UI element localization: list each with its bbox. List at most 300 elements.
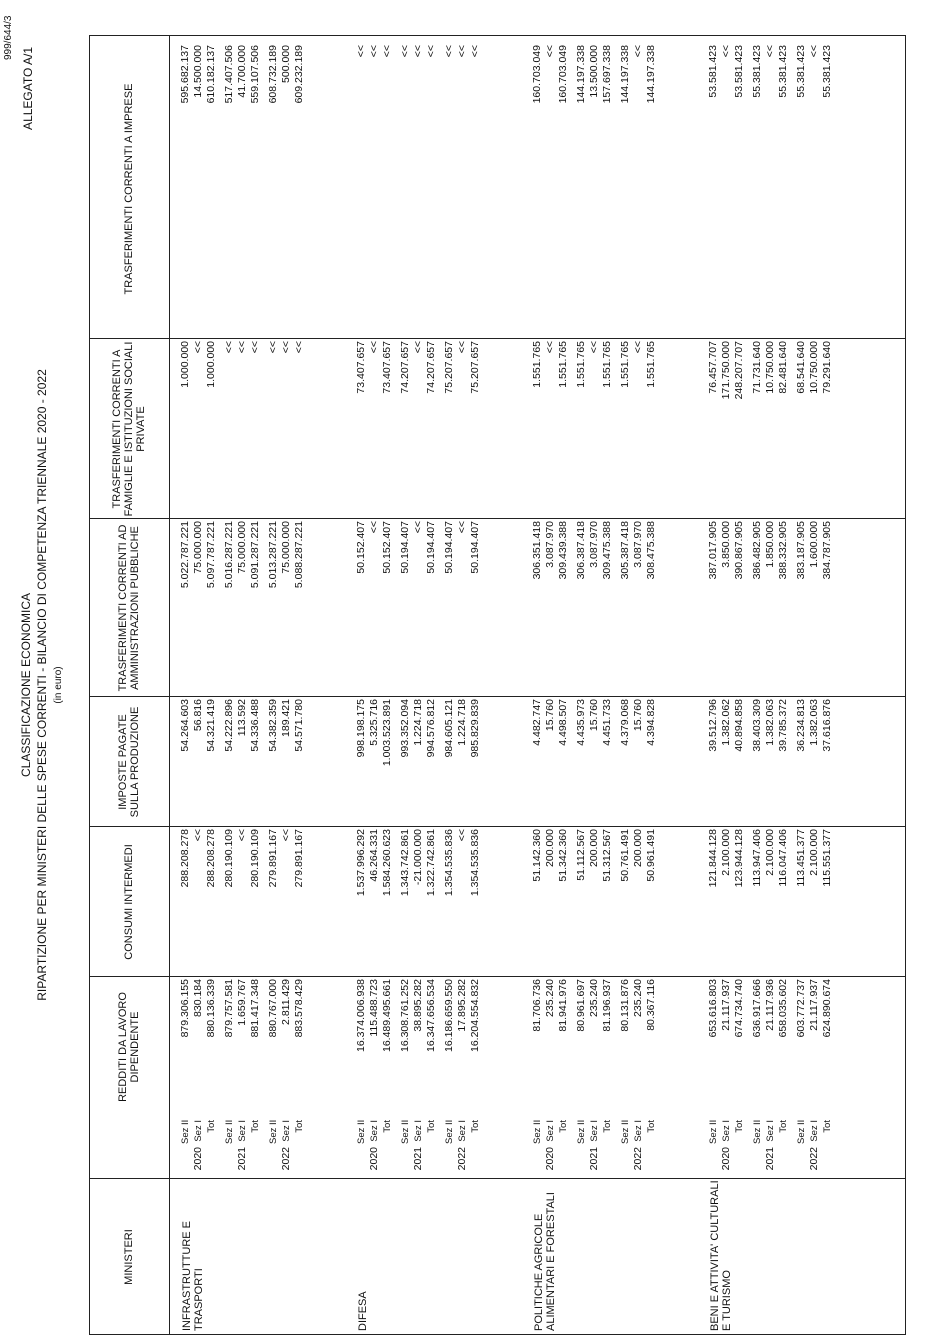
trasf-imprese-cell: << xyxy=(368,45,380,58)
redditi-cell: 38.895.282 xyxy=(412,979,424,1032)
consumi-cell: << xyxy=(236,829,248,842)
trasf-imprese-cell: 160.703.049 xyxy=(557,45,569,104)
trasf-imprese-cell: 559.107.506 xyxy=(249,45,261,104)
trasf-ap-cell: 75.000.000 xyxy=(192,521,204,574)
trasf-imprese-cell: 595.682.137 xyxy=(179,45,191,104)
trasf-imprese-cell: 55.381.423 xyxy=(777,45,789,98)
consumi-cell: 1.354.535.836 xyxy=(443,829,455,897)
table-row xyxy=(355,35,368,1335)
trasf-ap-cell: 309.439.388 xyxy=(557,521,569,580)
consumi-cell: << xyxy=(192,829,204,842)
table-row xyxy=(381,35,394,1335)
consumi-cell: 50.761.491 xyxy=(619,829,631,882)
trasf-famiglie-cell: << xyxy=(280,341,292,354)
imposte-cell: 984.605.121 xyxy=(443,699,455,758)
redditi-cell: 16.204.554.832 xyxy=(469,979,481,1052)
trasf-ap-cell: 75.000.000 xyxy=(236,521,248,574)
trasf-ap-cell: 3.087.970 xyxy=(544,521,556,568)
trasf-imprese-cell: 55.381.423 xyxy=(821,45,833,98)
trasf-ap-cell: 1.600.000 xyxy=(808,521,820,568)
imposte-cell: 39.512.796 xyxy=(707,699,719,752)
redditi-cell: 880.136.339 xyxy=(205,979,217,1038)
year-cell: 2022 xyxy=(808,1147,820,1171)
consumi-cell: 121.844.128 xyxy=(707,829,719,888)
table-row xyxy=(544,35,557,1335)
trasf-famiglie-cell: << xyxy=(249,341,261,354)
imposte-cell: 54.382.359 xyxy=(267,699,279,752)
trasf-imprese-cell: << xyxy=(720,45,732,58)
table-row xyxy=(280,35,293,1335)
column-divider xyxy=(89,338,906,339)
table-row xyxy=(645,35,658,1335)
report-sheet xyxy=(13,35,913,1335)
trasf-imprese-cell: << xyxy=(632,45,644,58)
trasf-imprese-cell: 55.381.423 xyxy=(751,45,763,98)
redditi-cell: 235.240 xyxy=(588,979,600,1017)
trasf-famiglie-cell: 1.551.765 xyxy=(531,341,543,388)
ministero-name: BENI E ATTIVITA' CULTURALI E TURISMO xyxy=(709,1180,733,1331)
table-row xyxy=(808,35,821,1335)
trasf-ap-cell: 50.194.407 xyxy=(469,521,481,574)
imposte-cell: 56.816 xyxy=(192,699,204,732)
consumi-cell: 113.947.406 xyxy=(751,829,763,887)
trasf-famiglie-cell: 71.731.640 xyxy=(751,341,763,394)
redditi-cell: 21.117.936 xyxy=(764,979,776,1031)
col-header-consumi: CONSUMI INTERMEDI xyxy=(123,844,135,960)
redditi-cell: 636.917.666 xyxy=(751,979,763,1038)
trasf-famiglie-cell: << xyxy=(293,341,305,354)
page-code: 999/644/3 xyxy=(3,15,14,60)
imposte-cell: 39.785.372 xyxy=(777,699,789,752)
trasf-ap-cell: 50.194.407 xyxy=(399,521,411,574)
column-divider xyxy=(89,1178,906,1179)
redditi-cell: 603.772.737 xyxy=(795,979,807,1038)
trasf-famiglie-cell: << xyxy=(223,341,235,354)
imposte-cell: 998.198.175 xyxy=(355,699,367,758)
table-row xyxy=(425,35,438,1335)
section-type-cell: Tot xyxy=(294,1120,305,1133)
imposte-cell: 994.576.812 xyxy=(425,699,437,758)
trasf-ap-cell: 388.332.905 xyxy=(777,521,789,580)
section-type-cell: Sez I xyxy=(721,1120,732,1142)
table-row xyxy=(456,35,469,1335)
consumi-cell: 51.142.360 xyxy=(531,829,543,882)
trasf-ap-cell: 5.016.287.221 xyxy=(223,521,235,589)
consumi-cell: 1.354.535.836 xyxy=(469,829,481,897)
consumi-cell: 2.100.000 xyxy=(808,829,820,876)
trasf-famiglie-cell: 1.000.000 xyxy=(205,341,217,388)
col-header-imposte: IMPOSTE PAGATE SULLA PRODUZIONE xyxy=(117,706,141,818)
trasf-imprese-cell: 14.500.000 xyxy=(192,45,204,98)
redditi-cell: 235.240 xyxy=(544,979,556,1017)
year-cell: 2022 xyxy=(632,1147,644,1171)
consumi-cell: 115.551.377 xyxy=(821,829,833,887)
section-type-cell: Tot xyxy=(382,1120,393,1133)
consumi-cell: 50.961.491 xyxy=(645,829,657,882)
trasf-ap-cell: 390.867.905 xyxy=(733,521,745,580)
trasf-imprese-cell: 160.703.049 xyxy=(531,45,543,104)
redditi-cell: 883.578.429 xyxy=(293,979,305,1038)
trasf-ap-cell: << xyxy=(412,521,424,534)
imposte-cell: 54.264.603 xyxy=(179,699,191,752)
trasf-famiglie-cell: 75.207.657 xyxy=(469,341,481,394)
year-cell: 2020 xyxy=(720,1147,732,1171)
trasf-famiglie-cell: 82.481.640 xyxy=(777,341,789,394)
consumi-cell: 200.000 xyxy=(544,829,556,867)
trasf-ap-cell: 305.387.418 xyxy=(619,521,631,580)
consumi-cell: 200.000 xyxy=(588,829,600,867)
title-ripartizione: RIPARTIZIONE PER MINISTERI DELLE SPESE CORRENTI - BILANCIO DI COMPETENZA TRIENNALE 2020 - 2022 xyxy=(35,369,49,1001)
trasf-ap-cell: 309.475.388 xyxy=(601,521,613,580)
section-type-cell: Tot xyxy=(426,1120,437,1133)
table-row xyxy=(293,35,306,1335)
imposte-cell: 36.234.813 xyxy=(795,699,807,752)
table-row xyxy=(764,35,777,1335)
year-cell: 2021 xyxy=(236,1147,248,1171)
trasf-famiglie-cell: 1.551.765 xyxy=(557,341,569,388)
redditi-cell: 674.734.740 xyxy=(733,979,745,1038)
imposte-cell: 37.616.876 xyxy=(821,699,833,752)
imposte-cell: 4.379.068 xyxy=(619,699,631,746)
trasf-imprese-cell: << xyxy=(381,45,393,58)
section-type-cell: Sez I xyxy=(633,1120,644,1142)
imposte-cell: 1.224.718 xyxy=(456,699,468,746)
table-row xyxy=(707,35,720,1335)
consumi-cell: 46.264.331 xyxy=(368,829,380,882)
consumi-cell: 288.208.278 xyxy=(205,829,217,888)
trasf-famiglie-cell: 1.551.765 xyxy=(645,341,657,388)
column-divider xyxy=(89,518,906,519)
col-header-redditi: REDDITI DA LAVORO DIPENDENTE xyxy=(117,992,141,1102)
redditi-cell: 653.616.803 xyxy=(707,979,719,1038)
trasf-imprese-cell: << xyxy=(443,45,455,58)
redditi-cell: 658.035.602 xyxy=(777,979,789,1038)
trasf-famiglie-cell: 1.551.765 xyxy=(575,341,587,388)
trasf-famiglie-cell: 1.000.000 xyxy=(179,341,191,388)
trasf-famiglie-cell: << xyxy=(544,341,556,354)
section-type-cell: Tot xyxy=(602,1120,613,1133)
redditi-cell: 881.417.348 xyxy=(249,979,261,1038)
redditi-cell: 17.895.282 xyxy=(456,979,468,1032)
trasf-ap-cell: 5.091.287.221 xyxy=(249,521,261,589)
redditi-cell: 81.941.976 xyxy=(557,979,569,1032)
trasf-imprese-cell: 13.500.000 xyxy=(588,45,600,98)
section-type-cell: Tot xyxy=(250,1120,261,1133)
trasf-famiglie-cell: << xyxy=(412,341,424,354)
trasf-imprese-cell: 608.732.189 xyxy=(267,45,279,104)
consumi-cell: 280.190.109 xyxy=(249,829,261,888)
col-header-trasf-imprese: TRASFERIMENTI CORRENTI A IMPRESE xyxy=(123,83,135,295)
trasf-ap-cell: 50.152.407 xyxy=(355,521,367,574)
table-row xyxy=(588,35,601,1335)
redditi-cell: 80.131.876 xyxy=(619,979,631,1032)
section-type-cell: Sez I xyxy=(545,1120,556,1142)
ministero-name: POLITICHE AGRICOLE ALIMENTARI E FORESTALI xyxy=(533,1192,557,1331)
redditi-cell: 2.811.429 xyxy=(280,979,292,1025)
trasf-ap-cell: 387.017.905 xyxy=(707,521,719,580)
imposte-cell: 113.592 xyxy=(236,699,248,737)
year-cell: 2021 xyxy=(764,1147,776,1171)
consumi-cell: 2.100.000 xyxy=(720,829,732,876)
redditi-cell: 16.186.659.550 xyxy=(443,979,455,1052)
trasf-imprese-cell: 53.581.423 xyxy=(733,45,745,98)
trasf-ap-cell: 1.850.000 xyxy=(764,521,776,568)
consumi-cell: 51.342.360 xyxy=(557,829,569,882)
col-header-ministeri: MINISTERI xyxy=(123,1229,135,1285)
redditi-cell: 16.374.006.938 xyxy=(355,979,367,1052)
trasf-ap-cell: 50.194.407 xyxy=(425,521,437,574)
imposte-cell: 1.382.063 xyxy=(764,699,776,746)
section-type-cell: Tot xyxy=(822,1120,833,1133)
trasf-famiglie-cell: 1.551.765 xyxy=(619,341,631,388)
section-type-cell: Sez I xyxy=(765,1120,776,1142)
redditi-cell: 16.308.761.252 xyxy=(399,979,411,1052)
section-type-cell: Sez II xyxy=(268,1119,279,1144)
redditi-cell: 16.347.656.534 xyxy=(425,979,437,1052)
col-header-trasf-ap: TRASFERIMENTI CORRENTI AD AMMINISTRAZIONI PUBBLICHE xyxy=(117,524,141,692)
table-row xyxy=(720,35,733,1335)
table-border-left xyxy=(89,1334,906,1335)
table-row xyxy=(777,35,790,1335)
trasf-ap-cell: 308.475.388 xyxy=(645,521,657,580)
trasf-famiglie-cell: 10.750.000 xyxy=(808,341,820,394)
table-row xyxy=(751,35,764,1335)
trasf-ap-cell: 3.087.970 xyxy=(632,521,644,568)
section-type-cell: Sez I xyxy=(369,1120,380,1142)
column-divider xyxy=(89,696,906,697)
imposte-cell: 54.571.780 xyxy=(293,699,305,752)
trasf-ap-cell: 306.351.418 xyxy=(531,521,543,580)
trasf-famiglie-cell: 74.207.657 xyxy=(399,341,411,394)
table-border-right xyxy=(89,35,906,36)
imposte-cell: 993.352.094 xyxy=(399,699,411,758)
year-cell: 2022 xyxy=(456,1147,468,1171)
table-row xyxy=(619,35,632,1335)
trasf-famiglie-cell: 76.457.707 xyxy=(707,341,719,394)
trasf-famiglie-cell: 248.207.707 xyxy=(733,341,745,400)
trasf-ap-cell: << xyxy=(456,521,468,534)
table-row xyxy=(795,35,808,1335)
section-type-cell: Tot xyxy=(206,1120,217,1133)
table-row xyxy=(632,35,645,1335)
imposte-cell: 15.760 xyxy=(544,699,556,732)
consumi-cell: 288.208.278 xyxy=(179,829,191,888)
trasf-famiglie-cell: 10.750.000 xyxy=(764,341,776,394)
consumi-cell: 113.451.377 xyxy=(795,829,807,887)
trasf-imprese-cell: 500.000 xyxy=(280,45,292,83)
trasf-imprese-cell: 55.381.423 xyxy=(795,45,807,98)
section-type-cell: Sez II xyxy=(356,1119,367,1144)
redditi-cell: 80.367.116 xyxy=(645,979,657,1031)
consumi-cell: 2.100.000 xyxy=(764,829,776,876)
section-type-cell: Tot xyxy=(470,1120,481,1133)
consumi-cell: -21.000.000 xyxy=(412,829,424,886)
section-type-cell: Sez II xyxy=(180,1119,191,1144)
trasf-imprese-cell: << xyxy=(469,45,481,58)
trasf-ap-cell: 50.152.407 xyxy=(381,521,393,574)
section-type-cell: Sez II xyxy=(444,1119,455,1144)
redditi-cell: 115.488.723 xyxy=(368,979,380,1037)
redditi-cell: 880.767.000 xyxy=(267,979,279,1038)
consumi-cell: 279.891.167 xyxy=(293,829,305,888)
trasf-famiglie-cell: 171.750.000 xyxy=(720,341,732,400)
trasf-ap-cell: 383.187.905 xyxy=(795,521,807,580)
column-divider xyxy=(89,826,906,827)
table-row xyxy=(575,35,588,1335)
consumi-cell: 1.537.996.292 xyxy=(355,829,367,897)
imposte-cell: 54.222.896 xyxy=(223,699,235,752)
redditi-cell: 21.117.937 xyxy=(808,979,820,1031)
imposte-cell: 54.321.419 xyxy=(205,699,217,752)
consumi-cell: 279.891.167 xyxy=(267,829,279,888)
section-type-cell: Sez I xyxy=(413,1120,424,1142)
allegato-label: ALLEGATO A/1 xyxy=(21,47,35,130)
trasf-ap-cell: 3.850.000 xyxy=(720,521,732,568)
trasf-ap-cell: 5.013.287.221 xyxy=(267,521,279,589)
trasf-imprese-cell: << xyxy=(456,45,468,58)
title-classificazione: CLASSIFICAZIONE ECONOMICA xyxy=(19,592,33,778)
table-row xyxy=(469,35,482,1335)
ministero-name: DIFESA xyxy=(357,1291,369,1331)
table-row xyxy=(236,35,249,1335)
section-type-cell: Sez II xyxy=(708,1119,719,1144)
section-type-cell: Tot xyxy=(734,1120,745,1133)
trasf-famiglie-cell: << xyxy=(267,341,279,354)
trasf-famiglie-cell: 1.551.765 xyxy=(601,341,613,388)
section-type-cell: Sez I xyxy=(589,1120,600,1142)
imposte-cell: 189.421 xyxy=(280,699,292,737)
section-type-cell: Sez I xyxy=(281,1120,292,1142)
consumi-cell: 1.343.742.861 xyxy=(399,829,411,897)
consumi-cell: << xyxy=(280,829,292,842)
consumi-cell: 123.944.128 xyxy=(733,829,745,888)
trasf-imprese-cell: << xyxy=(808,45,820,58)
section-type-cell: Tot xyxy=(646,1120,657,1133)
section-type-cell: Sez II xyxy=(620,1119,631,1144)
trasf-famiglie-cell: 75.207.657 xyxy=(443,341,455,394)
year-cell: 2021 xyxy=(588,1147,600,1171)
trasf-famiglie-cell: 74.207.657 xyxy=(425,341,437,394)
table-row xyxy=(179,35,192,1335)
section-type-cell: Sez II xyxy=(532,1119,543,1144)
imposte-cell: 4.498.507 xyxy=(557,699,569,746)
trasf-ap-cell: 5.088.287.221 xyxy=(293,521,305,589)
column-divider xyxy=(89,976,906,977)
consumi-cell: 116.047.406 xyxy=(777,829,789,887)
section-type-cell: Sez I xyxy=(237,1120,248,1142)
section-type-cell: Sez II xyxy=(796,1119,807,1144)
redditi-cell: 1.659.767 xyxy=(236,979,248,1026)
year-cell: 2020 xyxy=(368,1147,380,1171)
trasf-ap-cell: 306.387.418 xyxy=(575,521,587,580)
trasf-ap-cell: 384.787.905 xyxy=(821,521,833,580)
trasf-famiglie-cell: 68.541.640 xyxy=(795,341,807,394)
ministero-name: INFRASTRUTTURE E TRASPORTI xyxy=(181,1221,205,1331)
redditi-cell: 21.117.937 xyxy=(720,979,732,1031)
section-type-cell: Tot xyxy=(778,1120,789,1133)
consumi-cell: 200.000 xyxy=(632,829,644,867)
table-row xyxy=(223,35,236,1335)
trasf-imprese-cell: << xyxy=(544,45,556,58)
trasf-imprese-cell: 157.697.338 xyxy=(601,45,613,104)
imposte-cell: 40.894.858 xyxy=(733,699,745,752)
trasf-ap-cell: 386.482.905 xyxy=(751,521,763,580)
trasf-imprese-cell: 144.197.338 xyxy=(619,45,631,104)
section-type-cell: Sez II xyxy=(400,1119,411,1144)
trasf-ap-cell: 75.000.000 xyxy=(280,521,292,574)
table-row xyxy=(192,35,205,1335)
redditi-cell: 830.184 xyxy=(192,979,204,1017)
year-cell: 2020 xyxy=(544,1147,556,1171)
trasf-famiglie-cell: << xyxy=(368,341,380,354)
year-cell: 2022 xyxy=(280,1147,292,1171)
imposte-cell: 4.394.828 xyxy=(645,699,657,746)
imposte-cell: 15.760 xyxy=(588,699,600,732)
trasf-imprese-cell: 41.700.000 xyxy=(236,45,248,98)
table-row xyxy=(205,35,218,1335)
table-row xyxy=(412,35,425,1335)
trasf-imprese-cell: << xyxy=(399,45,411,58)
redditi-cell: 235.240 xyxy=(632,979,644,1017)
imposte-cell: 985.829.839 xyxy=(469,699,481,758)
year-cell: 2020 xyxy=(192,1147,204,1171)
section-type-cell: Sez I xyxy=(809,1120,820,1142)
section-type-cell: Sez II xyxy=(224,1119,235,1144)
section-type-cell: Sez II xyxy=(752,1119,763,1144)
trasf-ap-cell: << xyxy=(368,521,380,534)
table-row xyxy=(368,35,381,1335)
title-unit: (in euro) xyxy=(53,666,64,704)
redditi-cell: 81.196.937 xyxy=(601,979,613,1032)
table-row xyxy=(557,35,570,1335)
imposte-cell: 4.451.733 xyxy=(601,699,613,746)
imposte-cell: 54.336.488 xyxy=(249,699,261,752)
imposte-cell: 1.382.062 xyxy=(720,699,732,746)
table-row xyxy=(531,35,544,1335)
trasf-imprese-cell: << xyxy=(355,45,367,58)
redditi-cell: 879.757.581 xyxy=(223,979,235,1038)
table-row xyxy=(733,35,746,1335)
trasf-imprese-cell: 610.182.137 xyxy=(205,45,217,104)
imposte-cell: 1.224.718 xyxy=(412,699,424,746)
trasf-famiglie-cell: << xyxy=(456,341,468,354)
trasf-imprese-cell: 517.407.506 xyxy=(223,45,235,104)
table-row xyxy=(443,35,456,1335)
imposte-cell: 15.760 xyxy=(632,699,644,732)
trasf-famiglie-cell: 73.407.657 xyxy=(355,341,367,394)
table-border-bottom xyxy=(905,35,906,1335)
table-border-top xyxy=(89,35,90,1335)
section-type-cell: Sez II xyxy=(576,1119,587,1144)
table-row xyxy=(399,35,412,1335)
imposte-cell: 1.382.063 xyxy=(808,699,820,746)
trasf-famiglie-cell: << xyxy=(588,341,600,354)
redditi-cell: 624.890.674 xyxy=(821,979,833,1038)
col-header-trasf-famiglie: TRASFERIMENTI CORRENTI A FAMIGLIE E ISTITUZIONI SOCIALI PRIVATE xyxy=(111,341,147,517)
section-type-cell: Sez I xyxy=(193,1120,204,1142)
redditi-cell: 81.706.736 xyxy=(531,979,543,1032)
consumi-cell: 1.322.742.861 xyxy=(425,829,437,897)
redditi-cell: 879.306.155 xyxy=(179,979,191,1038)
trasf-ap-cell: 3.087.970 xyxy=(588,521,600,568)
trasf-imprese-cell: 609.232.189 xyxy=(293,45,305,104)
imposte-cell: 38.403.309 xyxy=(751,699,763,752)
table-row xyxy=(267,35,280,1335)
imposte-cell: 4.482.747 xyxy=(531,699,543,746)
trasf-ap-cell: 50.194.407 xyxy=(443,521,455,574)
consumi-cell: 51.112.567 xyxy=(575,829,587,881)
year-cell: 2021 xyxy=(412,1147,424,1171)
